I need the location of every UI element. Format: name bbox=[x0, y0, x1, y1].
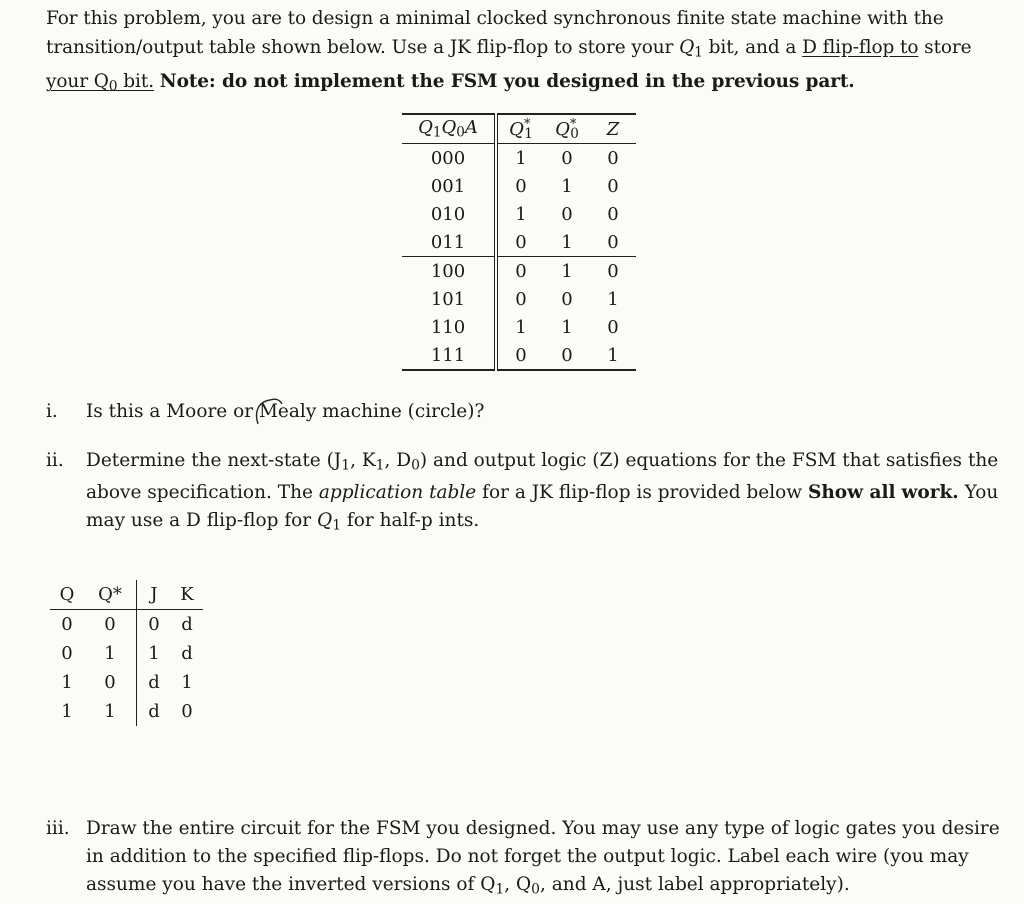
jk-application-table bbox=[50, 580, 203, 726]
next-q0-cell: 1 bbox=[561, 260, 573, 282]
fsm-header-state: $Q_1Q_0A$ bbox=[402, 114, 496, 144]
fsm-header-output: Z bbox=[606, 118, 620, 140]
next-q1-cell: 0 bbox=[515, 288, 527, 310]
jk-q-cell: 0 bbox=[61, 614, 73, 635]
jk-k-cell: d bbox=[181, 614, 193, 635]
intro-text-3: store bbox=[918, 37, 972, 58]
table-row bbox=[402, 144, 636, 173]
state-cell: 110 bbox=[402, 313, 496, 341]
next-q0-cell: 1 bbox=[561, 316, 573, 338]
next-q1-cell: 1 bbox=[515, 203, 527, 225]
question-iii bbox=[46, 815, 1006, 903]
jk-header-k: K bbox=[180, 584, 194, 605]
output-cell: 1 bbox=[607, 288, 619, 310]
jk-k-cell: d bbox=[181, 643, 193, 664]
next-q0-cell: 0 bbox=[561, 203, 573, 225]
next-q0-cell: 0 bbox=[561, 344, 573, 366]
next-q1-cell: 0 bbox=[515, 260, 527, 282]
table-row bbox=[50, 697, 203, 726]
fsm-header-row bbox=[402, 114, 636, 144]
table-row bbox=[50, 639, 203, 668]
problem-intro bbox=[46, 4, 1006, 102]
next-q1-cell: 1 bbox=[515, 316, 527, 338]
table-row bbox=[50, 610, 203, 640]
state-cell: 101 bbox=[402, 285, 496, 313]
jk-j-cell: d bbox=[148, 701, 160, 722]
next-q0-cell: 0 bbox=[561, 288, 573, 310]
table-row bbox=[402, 341, 636, 370]
state-cell: 111 bbox=[402, 341, 496, 370]
jk-header-j: J bbox=[150, 584, 158, 605]
state-cell: 011 bbox=[402, 228, 496, 257]
jk-q-cell: 0 bbox=[61, 643, 73, 664]
next-q0-cell: 0 bbox=[561, 147, 573, 169]
jk-header-q: Q bbox=[59, 584, 75, 605]
jk-q-cell: 1 bbox=[61, 672, 73, 693]
q1-subscript: 1 bbox=[694, 44, 703, 61]
question-i bbox=[46, 398, 1006, 426]
next-q0-cell: 1 bbox=[561, 175, 573, 197]
jk-q-cell: 1 bbox=[61, 701, 73, 722]
next-q1-cell: 0 bbox=[515, 175, 527, 197]
jk-qstar-cell: 0 bbox=[84, 610, 137, 640]
output-cell: 1 bbox=[607, 344, 619, 366]
fsm-header-next-q1: $Q^*_1$ bbox=[509, 115, 533, 143]
table-row bbox=[50, 668, 203, 697]
question-number: iii. bbox=[46, 818, 70, 839]
table-row bbox=[402, 228, 636, 257]
next-q1-cell: 1 bbox=[515, 147, 527, 169]
table-row bbox=[402, 172, 636, 200]
jk-j-cell: d bbox=[148, 672, 160, 693]
dff-underlined: D flip-flop to bbox=[802, 37, 919, 58]
next-q0-cell: 1 bbox=[561, 231, 573, 253]
state-cell: 001 bbox=[402, 172, 496, 200]
jk-header-qstar: Q* bbox=[84, 580, 137, 610]
next-q1-cell: 0 bbox=[515, 231, 527, 253]
question-text: Determine the next-state ($J_1$, $K_1$, $D_0$) and output logic (Z) equations for the FSM that satisfies the above specification. The application table for a JK flip-flop is provided below Show all work. You may use a D flip-flop for $Q_1$ for half-p ints. bbox=[86, 450, 999, 534]
table-row bbox=[402, 200, 636, 228]
question-number: ii. bbox=[46, 450, 64, 471]
fsm-header-next-q0: $Q^*_0$ bbox=[555, 115, 579, 143]
jk-k-cell: 0 bbox=[181, 701, 193, 722]
jk-qstar-cell: 1 bbox=[84, 697, 137, 726]
jk-j-cell: 1 bbox=[148, 643, 160, 664]
jk-k-cell: 1 bbox=[181, 672, 193, 693]
next-q1-cell: 0 bbox=[515, 344, 527, 366]
intro-note: Note: do not implement the FSM you designed in the previous part. bbox=[159, 71, 855, 93]
question-ii bbox=[46, 447, 1006, 540]
question-text: Is this a Moore or Mealy machine (circle)? bbox=[86, 401, 485, 422]
jk-header-row bbox=[50, 580, 203, 610]
jk-j-cell: 0 bbox=[148, 614, 160, 635]
output-cell: 0 bbox=[607, 203, 619, 225]
jk-qstar-cell: 1 bbox=[84, 639, 137, 668]
table-row bbox=[402, 285, 636, 313]
output-cell: 0 bbox=[607, 175, 619, 197]
state-cell: 000 bbox=[402, 144, 496, 173]
jk-qstar-cell: 0 bbox=[84, 668, 137, 697]
question-number: i. bbox=[46, 401, 58, 422]
output-cell: 0 bbox=[607, 231, 619, 253]
table-row bbox=[402, 313, 636, 341]
table-row bbox=[402, 257, 636, 286]
intro-text-2: bit, and a bbox=[702, 37, 803, 58]
application-table-term: application table bbox=[318, 482, 477, 504]
state-cell: 010 bbox=[402, 200, 496, 228]
question-text: Draw the entire circuit for the FSM you designed. You may use any type of logic gates you desire in addition to the specified flip-flops. Do not forget the output logic. Label each wire (you may assume you have the inverted versions of $Q_1$, $Q_0$, and A, just label appropriately). bbox=[86, 818, 1000, 898]
output-cell: 0 bbox=[607, 260, 619, 282]
output-cell: 0 bbox=[607, 147, 619, 169]
your-q0-underlined: your $Q_0$ bit. bbox=[46, 71, 154, 95]
transition-output-table bbox=[402, 113, 636, 371]
intro-text-1: For this problem, you are to design a minimal clocked synchronous finite state machine with the transition/output table shown below. Use a JK flip-flop to store your bbox=[46, 8, 944, 58]
output-cell: 0 bbox=[607, 316, 619, 338]
state-cell: 100 bbox=[402, 257, 496, 286]
q1-symbol: Q bbox=[679, 37, 695, 58]
